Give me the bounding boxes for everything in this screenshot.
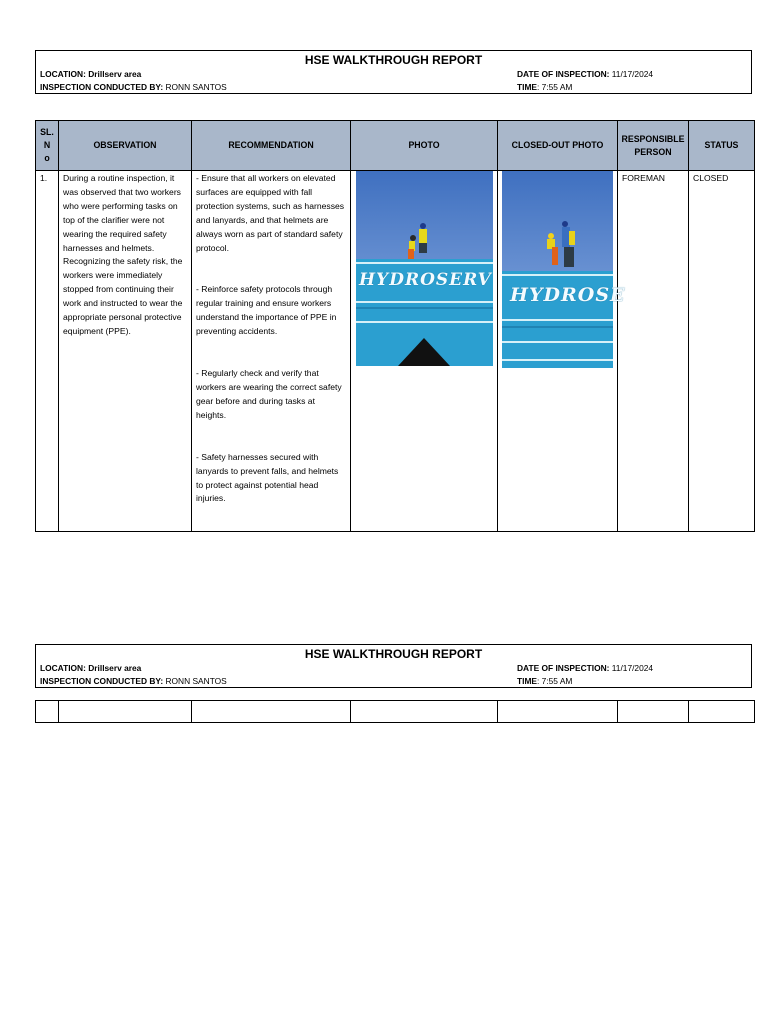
cell-closed-out-photo — [498, 171, 626, 532]
recommendation-item: - Ensure that all workers on elevated surfaces are equipped with fall protection systems, such as harnesses and lanyards, and that helmets are always worn as part of standard safety protocol. — [196, 173, 345, 253]
cell-observation: During a routine inspection, it was observed that two workers who were performing tasks on top of the clarifier were not wearing the required safety harnesses and helmets. Recognizing the safety risk, the workers were immediately stopped from continuing their work and instructed to wear the appropriate personal protective equipment (PPE). — [59, 171, 192, 532]
empty-cell — [618, 701, 689, 723]
col-header-sl: SL. N o — [36, 121, 59, 171]
empty-cell — [59, 701, 192, 723]
table-row — [36, 701, 755, 723]
recommendation-item: - Regularly check and verify that workers are wearing the correct safety gear before and during tasks at heights. — [196, 368, 342, 420]
date-value: 11/17/2024 — [611, 663, 654, 673]
empty-cell — [192, 701, 351, 723]
empty-cell — [36, 701, 59, 723]
time-label: TIME — [517, 676, 538, 686]
date-line — [517, 662, 653, 674]
cell-photo — [351, 171, 498, 532]
recommendation-item: - Safety harnesses secured with lanyards to prevent falls, and helmets to protect against potential head injuries. — [196, 451, 339, 504]
cell-sl: 1. — [36, 171, 59, 532]
cell-status: CLOSED — [689, 171, 755, 532]
conducted-by-value: RONN SANTOS — [165, 676, 227, 686]
location-line — [40, 662, 141, 674]
date-line — [517, 68, 653, 80]
col-header-photo: PHOTO — [351, 121, 498, 171]
empty-cell — [689, 701, 755, 723]
col-header-recommendation: RECOMMENDATION — [192, 121, 351, 171]
report-title: HSE WALKTHROUGH REPORT — [304, 647, 483, 661]
table-header-row — [36, 121, 755, 171]
date-value: 11/17/2024 — [611, 69, 654, 79]
observation-table — [35, 120, 755, 532]
table-row — [36, 171, 755, 532]
recommendation-item: - Reinforce safety protocols through regular training and ensure workers understand the importance of PPE in preventing accidents. — [196, 284, 337, 337]
empty-cell — [498, 701, 618, 723]
location-value: Drillserv area — [88, 69, 142, 79]
date-label: DATE OF INSPECTION: — [517, 663, 610, 673]
report-header — [35, 50, 752, 94]
col-header-responsible-person: RESPONSIBLE PERSON — [618, 121, 689, 171]
inspection-photo — [356, 171, 493, 366]
empty-observation-table — [35, 700, 755, 723]
report-header-page-2 — [35, 644, 752, 688]
location-value: Drillserv area — [88, 663, 142, 673]
location-line — [40, 68, 141, 80]
col-header-observation: OBSERVATION — [59, 121, 192, 171]
time-label: TIME — [517, 82, 538, 92]
empty-cell — [351, 701, 498, 723]
date-label: DATE OF INSPECTION: — [517, 69, 610, 79]
col-header-status: STATUS — [689, 121, 755, 171]
cell-responsible-person: FOREMAN — [618, 171, 689, 532]
photo-tank-label: HYDROSERV — [359, 270, 492, 290]
conducted-by-line — [40, 675, 227, 687]
time-value: : 7:55 AM — [537, 676, 573, 686]
conducted-by-label: INSPECTION CONDUCTED BY: — [40, 676, 164, 686]
conducted-by-label: INSPECTION CONDUCTED BY: — [40, 82, 164, 92]
location-label: LOCATION: — [40, 69, 86, 79]
time-line — [517, 675, 572, 687]
location-label: LOCATION: — [40, 663, 86, 673]
conducted-by-value: RONN SANTOS — [165, 82, 227, 92]
time-line — [517, 81, 572, 93]
time-value: : 7:55 AM — [537, 82, 573, 92]
conducted-by-line — [40, 81, 227, 93]
cell-recommendation — [192, 171, 351, 532]
closed-out-photo — [502, 171, 626, 368]
report-title: HSE WALKTHROUGH REPORT — [304, 53, 483, 67]
col-header-closed-out-photo: CLOSED-OUT PHOTO — [498, 121, 618, 171]
closed-photo-tank-label: HYDROSE — [510, 284, 626, 306]
